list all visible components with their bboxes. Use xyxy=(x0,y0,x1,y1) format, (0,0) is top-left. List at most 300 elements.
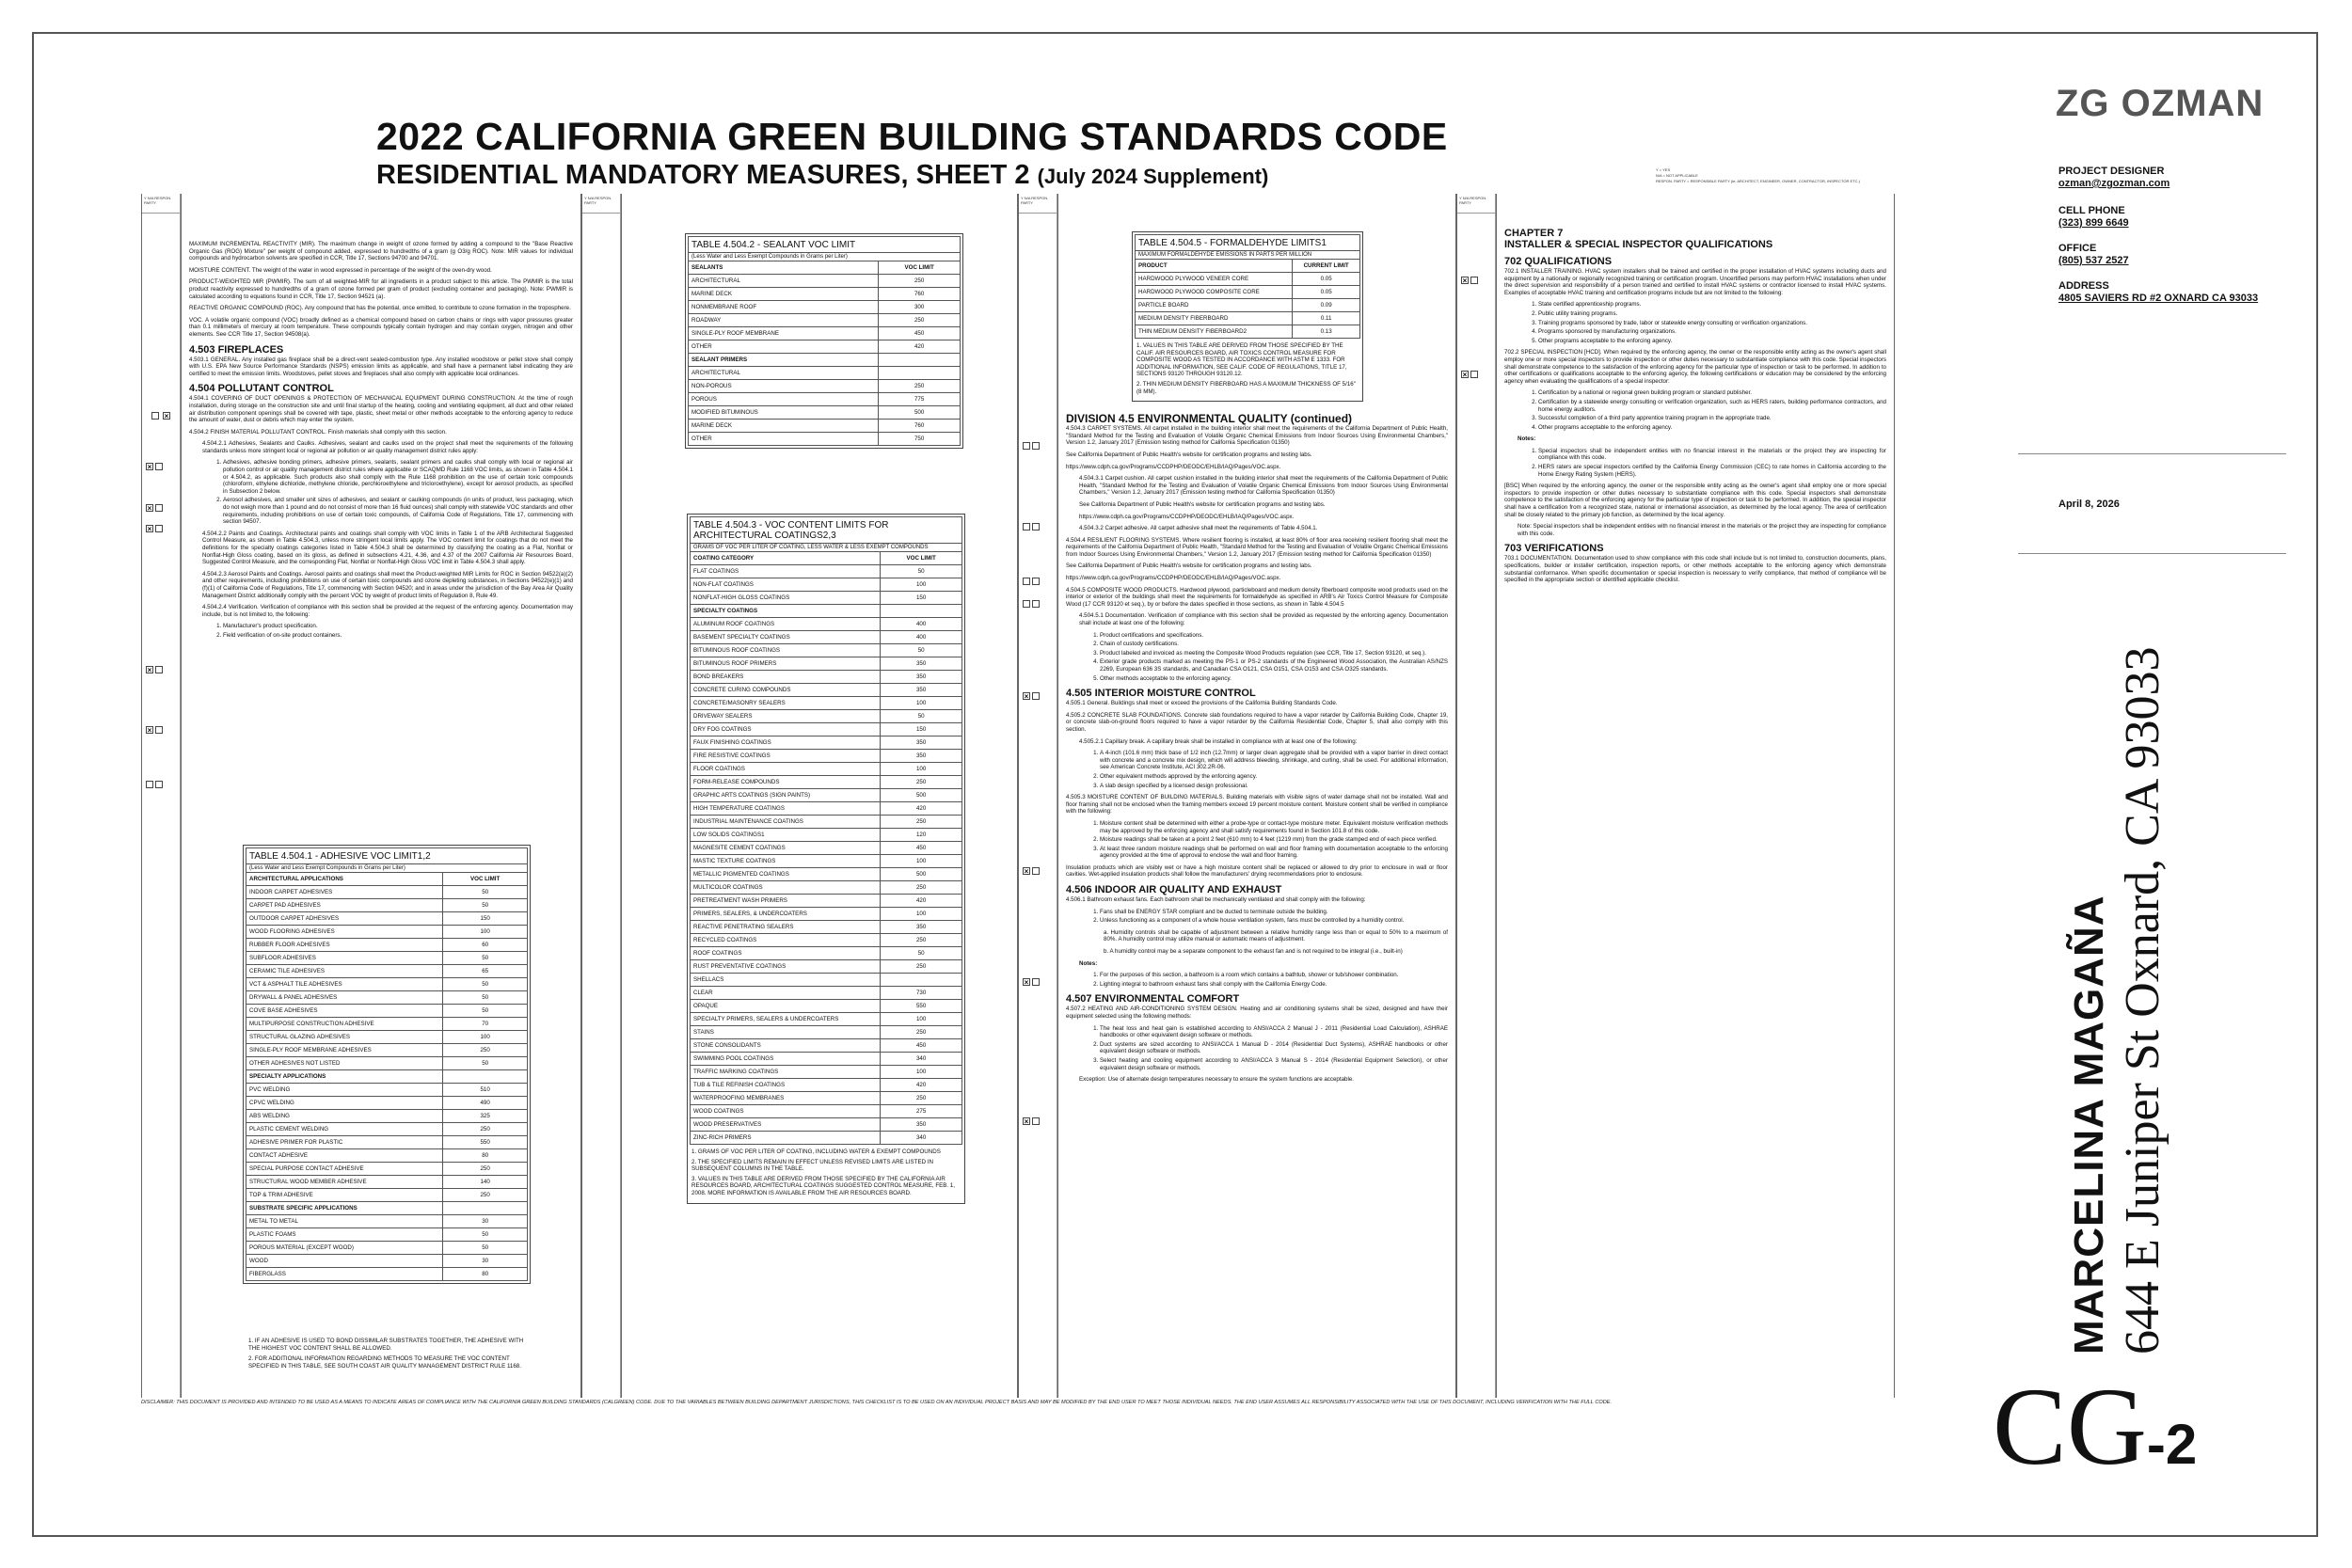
table-cell-value: 150 xyxy=(443,912,528,926)
table-caption: TABLE 4.504.5 - FORMALDEHYDE LIMITS1 xyxy=(1135,234,1360,250)
table-cell-value: 70 xyxy=(443,1018,528,1031)
paragraph: 4.504.5 COMPOSITE WOOD PRODUCTS. Hardwood plywood, particleboard and medium density fiberboard composite wood products used on the interior or exterior of the buildings shall meet the requirements for formaldehyde as specified in ARB's Air Toxics Control Measure for Composite Wood (17 CCR 93120 et seq.), by or before the dates specified in those sections, as shown in Table 4.504.5 xyxy=(1066,586,1448,608)
table-cell-name: INDUSTRIAL MAINTENANCE COATINGS xyxy=(691,816,881,829)
checkbox-na[interactable] xyxy=(1470,371,1478,378)
table-cell-name: SPECIALTY PRIMERS, SEALERS & UNDERCOATERS xyxy=(691,1013,881,1026)
table-cell-name: MODIFIED BITUMINOUS xyxy=(689,406,879,420)
column-header: COATING CATEGORY xyxy=(691,552,881,565)
checkbox-yes[interactable]: × xyxy=(1024,978,1029,987)
list-item: 3. At least three random moisture readings shall be performed on wall and floor framing with documentation acceptable to the enforcing agency provided at the time of approval to enclose the wall and floor framing. xyxy=(1100,846,1448,860)
address-label: ADDRESS xyxy=(2058,280,2109,292)
list-item: 1. State certified apprenticeship programs. xyxy=(1538,301,1886,309)
table-cell-value: 550 xyxy=(881,1000,962,1013)
table-cell-name: NON-FLAT COATINGS xyxy=(691,578,881,592)
table-cell-value: 490 xyxy=(443,1097,528,1110)
checkbox-na[interactable] xyxy=(155,726,163,734)
table-cell-value: 250 xyxy=(881,881,962,895)
table-row xyxy=(691,631,962,644)
table-cell-name: INDOOR CARPET ADHESIVES xyxy=(246,886,443,899)
column-header: CURRENT LIMIT xyxy=(1293,260,1360,273)
table-cell-value: 100 xyxy=(881,1013,962,1026)
table-cell-name: MARINE DECK xyxy=(689,288,879,301)
checkbox-na[interactable] xyxy=(146,781,153,788)
paragraph: a. Humidity controls shall be capable of adjustment between a relative humidity range less than or equal to 50% to a maximum of 80%. A humidity control may utilize manual or automatic means of adjustment. xyxy=(1104,928,1448,943)
table-cell-name: NON-POROUS xyxy=(689,380,879,393)
checkbox-na[interactable] xyxy=(155,504,163,512)
table-cell-value: 250 xyxy=(881,1026,962,1039)
address-info xyxy=(2058,280,2258,305)
table-row xyxy=(691,565,962,578)
table-row xyxy=(246,1215,528,1228)
checkbox-na[interactable] xyxy=(1023,600,1030,608)
paragraph: 4.505.1 General. Buildings shall meet or exceed the provisions of the California Building Standards Code. xyxy=(1066,700,1338,707)
list-item: 2. Chain of custody certifications. xyxy=(1100,641,1448,648)
page-subtitle xyxy=(376,160,1268,191)
table-cell-value: 60 xyxy=(443,939,528,952)
table-cell-value: 730 xyxy=(881,987,962,1000)
table-cell-name: MASTIC TEXTURE COATINGS xyxy=(691,855,881,868)
table-row xyxy=(691,1066,962,1079)
checkbox-na[interactable] xyxy=(1032,1117,1040,1125)
table-cell-name: CPVC WELDING xyxy=(246,1097,443,1110)
table-cell-value: 275 xyxy=(881,1105,962,1118)
table-cell-name: OUTDOOR CARPET ADHESIVES xyxy=(246,912,443,926)
table-row xyxy=(1136,312,1360,325)
table-cell-name: MEDIUM DENSITY FIBERBOARD xyxy=(1136,312,1293,325)
office-phone[interactable]: (805) 537 2527 xyxy=(2058,255,2129,266)
table-cell-name: WOOD xyxy=(246,1255,443,1268)
table-cell-name: SPECIALTY APPLICATIONS xyxy=(246,1070,443,1084)
table-row xyxy=(246,952,528,965)
table-cell-name: CONCRETE/MASONRY SEALERS xyxy=(691,697,881,710)
cell-phone[interactable]: (323) 899 6649 xyxy=(2058,217,2129,229)
table-cell-value: 50 xyxy=(443,952,528,965)
section-heading: DIVISION 4.5 ENVIRONMENTAL QUALITY (continued) xyxy=(1066,412,1353,426)
table-cell-name: METAL TO METAL xyxy=(246,1215,443,1228)
sheet-number xyxy=(1993,1365,2198,1500)
table-row xyxy=(691,1118,962,1132)
paragraph: 702.1 INSTALLER TRAINING. HVAC system installers shall be trained and certified in the proper installation of HVAC systems including ducts and equipment by a nationally or regionally recognized training or certification program. Uncertified persons may perform HVAC installations when under the direct supervision and responsibility of a person trained and certified to install HVAC systems or contractor licensed to install HVAC systems. Examples of acceptable HVAC training and certification programs include but are not limited to the following: xyxy=(1504,268,1886,296)
table-row xyxy=(691,697,962,710)
table-cell-name: CONTACT ADHESIVE xyxy=(246,1149,443,1163)
section-heading: 4.506 INDOOR AIR QUALITY AND EXHAUST xyxy=(1066,884,1282,896)
table-row xyxy=(691,618,962,631)
table-cell-name: DRY FOG COATINGS xyxy=(691,723,881,736)
table-cell-value: 325 xyxy=(443,1110,528,1123)
checkbox-na[interactable] xyxy=(1032,523,1040,531)
adhesive-voc-table xyxy=(243,845,531,1284)
legend-rp-desc: RESPONSIBLE PARTY (ie: ARCHITECT, ENGINEER, OWNER, CONTRACTOR, INSPECTOR ETC.) xyxy=(1690,179,1860,183)
checkbox-column-1 xyxy=(141,194,181,1398)
table-cell-name: FAUX FINISHING COATINGS xyxy=(691,736,881,750)
table-row xyxy=(691,1039,962,1053)
paragraph: 4.504.3.2 Carpet adhesive. All carpet adhesive shall meet the requirements of Table 4.504.1. xyxy=(1079,525,1318,532)
section-heading: 703 VERIFICATIONS xyxy=(1504,543,1604,555)
project-owner-block xyxy=(2066,646,2170,1354)
checkbox-na[interactable] xyxy=(1470,277,1478,284)
table-cell-value: 0.05 xyxy=(1293,286,1360,299)
table-cell-name: REACTIVE PENETRATING SEALERS xyxy=(691,921,881,934)
table-row xyxy=(689,301,961,314)
designer-label: PROJECT DESIGNER xyxy=(2058,166,2165,177)
table-row xyxy=(691,960,962,974)
checkbox-column-2 xyxy=(581,194,621,1398)
table-row xyxy=(246,1255,528,1268)
table-cell-name: METALLIC PIGMENTED COATINGS xyxy=(691,868,881,881)
column-header: VOC LIMIT xyxy=(443,873,528,886)
table-cell-value: 420 xyxy=(881,802,962,816)
checkbox-yes[interactable]: × xyxy=(1024,1117,1029,1126)
table-cell-value xyxy=(443,1202,528,1215)
checkbox-na[interactable] xyxy=(1032,442,1040,450)
table-cell-name: POROUS MATERIAL (EXCEPT WOOD) xyxy=(246,1242,443,1255)
data-table xyxy=(688,261,961,446)
table-row xyxy=(246,939,528,952)
table-cell-value: 80 xyxy=(443,1268,528,1281)
table-cell-value: 30 xyxy=(443,1215,528,1228)
checkbox-na[interactable] xyxy=(151,412,159,420)
table-cell-value: 420 xyxy=(881,1079,962,1092)
column-header: VOC LIMIT xyxy=(881,552,962,565)
table-cell-value: 450 xyxy=(881,842,962,855)
table-cell-name: MULTICOLOR COATINGS xyxy=(691,881,881,895)
table-row xyxy=(691,710,962,723)
table-cell-name: OTHER ADHESIVES NOT LISTED xyxy=(246,1057,443,1070)
table-subcaption: GRAMS OF VOC PER LITER OF COATING, LESS WATER & LESS EXEMPT COMPOUNDS xyxy=(690,543,962,551)
column-header: SEALANTS xyxy=(689,261,879,275)
table-row xyxy=(246,1057,528,1070)
section-heading: 702 QUALIFICATIONS xyxy=(1504,256,1613,267)
table-cell-value xyxy=(879,354,961,367)
table-subcaption: (Less Water and Less Exempt Compounds in Grams per Liter) xyxy=(688,252,961,261)
checkbox-yes[interactable]: × xyxy=(164,412,169,420)
table-row xyxy=(691,895,962,908)
table-row xyxy=(246,1018,528,1031)
table-row xyxy=(691,671,962,684)
table-row xyxy=(246,1149,528,1163)
paragraph: Exception: Use of alternate design temperatures necessary to ensure the system functions are acceptable. xyxy=(1079,1076,1355,1084)
list-item: 3. A slab design specified by a licensed design professional. xyxy=(1100,783,1448,790)
table-cell-value: 750 xyxy=(879,433,961,446)
table-cell-name: OTHER xyxy=(689,341,879,354)
checkbox-yes[interactable]: × xyxy=(147,504,152,513)
table-cell-value: 400 xyxy=(881,631,962,644)
checkbox-column-4 xyxy=(1456,194,1496,1398)
paragraph: Insulation products which are visibly wet or have a high moisture content shall be replaced or allowed to dry prior to enclosure in wall or floor cavities. Wet-applied insulation products shall follow the manufacturers' drying recommendations prior to enclosure. xyxy=(1066,863,1448,879)
table-cell-name: SHELLACS xyxy=(691,974,881,987)
table-cell-name: SUBFLOOR ADHESIVES xyxy=(246,952,443,965)
table-cell-name: PARTICLE BOARD xyxy=(1136,299,1293,312)
sealant-voc-table xyxy=(685,233,963,449)
checkbox-na[interactable] xyxy=(1032,578,1040,585)
table-cell-value: 340 xyxy=(881,1132,962,1145)
table-cell-name: PLASTIC FOAMS xyxy=(246,1228,443,1242)
table-row xyxy=(691,644,962,657)
table-note: 1. IF AN ADHESIVE IS USED TO BOND DISSIMILAR SUBSTRATES TOGETHER, THE ADHESIVE WITH THE HIGHEST VOC CONTENT SHALL BE ALLOWED. xyxy=(248,1338,524,1352)
list-item: 5. Other programs acceptable to the enforcing agency. xyxy=(1538,338,1886,345)
table-cell-value: 50 xyxy=(881,947,962,960)
paragraph: 4.506.1 Bathroom exhaust fans. Each bathroom shall be mechanically ventilated and shall comply with the following: xyxy=(1066,896,1366,904)
list-item: 4. Other programs acceptable to the enforcing agency. xyxy=(1538,424,1886,432)
table-row xyxy=(1136,325,1360,339)
list-item: 3. Successful completion of a third party apprentice training program in the appropriate trade. xyxy=(1538,415,1886,422)
table-row xyxy=(691,1000,962,1013)
table-cell-value: 50 xyxy=(881,710,962,723)
table-row xyxy=(691,1079,962,1092)
table-row xyxy=(689,327,961,341)
table-cell-value: 350 xyxy=(881,684,962,697)
table-row xyxy=(691,776,962,789)
checkbox-na[interactable] xyxy=(155,463,163,470)
table-cell-name: SEALANT PRIMERS xyxy=(689,354,879,367)
table-row xyxy=(691,736,962,750)
list-item: 1. The heat loss and heat gain is established according to ANSI/ACCA 2 Manual J - 2011 (Residential Load Calculation), ASHRAE handbooks or other equivalent design software or methods. xyxy=(1100,1025,1448,1039)
office-info xyxy=(2058,243,2129,267)
table-cell-name: FLAT COATINGS xyxy=(691,565,881,578)
chapter-subheading: INSTALLER & SPECIAL INSPECTOR QUALIFICATIONS xyxy=(1504,239,1773,250)
table-cell-value: 50 xyxy=(443,1005,528,1018)
table-row xyxy=(246,991,528,1005)
table-row xyxy=(689,354,961,367)
checkbox-yes[interactable]: × xyxy=(1024,692,1029,701)
table-row xyxy=(691,1053,962,1066)
table-row xyxy=(1136,286,1360,299)
paragraph: MAXIMUM INCREMENTAL REACTIVITY (MIR). The maximum change in weight of ozone formed by adding a compound to the "Base Reactive Organic Gas (ROG) Mixture" per weight of compound added, expressed to hundredths of a gram (g O3/g ROC). Note: MIR values for individual compounds and hydrocarbon solvents are specified in CCR, Title 17, Sections 94700 and 94701. xyxy=(189,241,573,262)
table-cell-name: OTHER xyxy=(689,433,879,446)
table-row xyxy=(246,1163,528,1176)
checkbox-yes[interactable]: × xyxy=(147,666,152,674)
table-cell-value: 420 xyxy=(881,895,962,908)
table-cell-value: 50 xyxy=(881,565,962,578)
table-row xyxy=(691,868,962,881)
paragraph: 4.504.2.1 Adhesives, Sealants and Caulks. Adhesives, sealant and caulks used on the project shall meet the requirements of the following standards unless more stringent local or regional air pollution or air quality management district rules apply: xyxy=(202,440,573,454)
paragraph: 4.505.3 MOISTURE CONTENT OF BUILDING MATERIALS. Building materials with visible signs of water damage shall not be installed. Wall and floor framing shall not be enclosed when the framing members exceed 19 percent moisture content. Moisture content shall be verified in compliance with the following: xyxy=(1066,794,1448,816)
checkbox-na[interactable] xyxy=(1023,442,1030,450)
table-row xyxy=(1136,273,1360,286)
list-item: 4. Programs sponsored by manufacturing organizations. xyxy=(1538,328,1886,336)
table-cell-name: DRIVEWAY SEALERS xyxy=(691,710,881,723)
checkbox-na[interactable] xyxy=(155,781,163,788)
checkbox-na[interactable] xyxy=(1032,978,1040,986)
list-item: 2. Unless functioning as a component of a whole house ventilation system, fans must be controlled by a humidity control. xyxy=(1100,917,1448,925)
table-row xyxy=(246,1268,528,1281)
table-cell-name: FORM-RELEASE COMPOUNDS xyxy=(691,776,881,789)
paragraph: PRODUCT-WEIGHTED MIR (PWMIR). The sum of all weighted-MIR for all ingredients in a product subject to this article. The PWMIR is the total product reactivity expressed to hundredths of a gram of ozone formed per gram of product (excluding container and packaging). Note: PWMIR is calculated according to equations found in CCR, Title 17, Section 94521 (a). xyxy=(189,278,573,300)
list-item: 1. Product certifications and specifications. xyxy=(1100,632,1448,640)
notes-label: Notes: xyxy=(1079,959,1098,967)
paragraph: 4.505.2.1 Capillary break. A capillary break shall be installed in compliance with at least one of the following: xyxy=(1079,737,1358,745)
list-item: 1. Adhesives, adhesive bonding primers, adhesive primers, sealants, sealant primers and caulks shall comply with local or regional air pollution control or air quality management district rules where applicable or SCAQMD Rule 1168 VOC limits, as shown in Table 4.504.1 or 4.504.2, as applicable. Such products also shall comply with the Rule 1168 prohibition on the use of certain toxic compounds (chloroform, ethylene dichloride, methylene chloride, perchloroethylene and tricloroethylene), except for aerosol products, as specified in Subsection 2 below. xyxy=(223,459,573,495)
table-cell-name: TRAFFIC MARKING COATINGS xyxy=(691,1066,881,1079)
table-row xyxy=(691,855,962,868)
paragraph: 4.504.2.2 Paints and Coatings. Architectural paints and coatings shall comply with VOC limits in Table 1 of the ARB Architectural Suggested Control Measure, as shown in Table 4.504.3, unless more stringent local limits apply. The VOC content limit for coatings that do not meet the definitions for the specialty coatings categories listed in Table 4.504.3 shall be determined by classifying the coating as a Flat, Nonflat or Nonflat-High Gloss coating, based on its gloss, as defined in subsections 4.21, 4.36, and 4.37 of the 2007 California Air Resources Board, Suggested Control Measure, and the corresponding Flat, Nonflat or Nonflat-High Gloss VOC limit in Table 4.504.3 shall apply. xyxy=(202,530,573,566)
checkbox-yes[interactable]: × xyxy=(1024,867,1029,876)
table-cell-value: 350 xyxy=(881,657,962,671)
checkbox-na[interactable] xyxy=(1032,600,1040,608)
table-cell-value: 250 xyxy=(879,380,961,393)
table-cell-name: STRUCTURAL WOOD MEMBER ADHESIVE xyxy=(246,1176,443,1189)
table-cell-name: SPECIAL PURPOSE CONTACT ADHESIVE xyxy=(246,1163,443,1176)
table-cell-value: 150 xyxy=(881,723,962,736)
column-header: ARCHITECTURAL APPLICATIONS xyxy=(246,873,443,886)
table-cell-value: 450 xyxy=(881,1039,962,1053)
table-row xyxy=(691,908,962,921)
paragraph: 4.504.2.3 Aerosol Paints and Coatings. Aerosol paints and coatings shall meet the Product-weighted MIR Limits for ROC in Section 94522(a)(2) and other requirements, including prohibitions on use of certain toxic compounds and ozone depleting substances, in Sections 94522(e)(1) and (f)(1) of California Code of Regulations, Title 17, commencing with Section 94520; and in areas under the jurisdiction of the Bay Area Air Quality Management District additionally comply with the percent VOC by weight of product limits of Regulation 8, Rule 49. xyxy=(202,570,573,599)
table-cell-name: FIBERGLASS xyxy=(246,1268,443,1281)
sheet-suffix: -2 xyxy=(2146,1413,2198,1476)
list-item: 2. Field verification of on-site product containers. xyxy=(223,632,573,640)
table-row xyxy=(246,1070,528,1084)
paragraph: 4.507.2 HEATING AND AIR-CONDITIONING SYSTEM DESIGN. Heating and air conditioning systems shall be sized, designed and have their equipment selected using the following methods: xyxy=(1066,1006,1448,1020)
table-cell-value: 30 xyxy=(443,1255,528,1268)
paragraph: Note: Special inspectors shall be independent entities with no financial interest in the materials or the project they are inspecting for compliance with this code. xyxy=(1518,523,1886,537)
table-row xyxy=(246,899,528,912)
checkbox-na[interactable] xyxy=(1023,578,1030,585)
table-row xyxy=(246,965,528,978)
checkbox-yes[interactable]: × xyxy=(1462,277,1468,285)
table-cell-value: 65 xyxy=(443,965,528,978)
table-cell-value: 50 xyxy=(443,1057,528,1070)
checkbox-yes[interactable]: × xyxy=(147,463,152,471)
table-cell-value: 350 xyxy=(881,1118,962,1132)
table-cell-value: 550 xyxy=(443,1136,528,1149)
paragraph: https://www.cdph.ca.gov/Programs/CCDPHP/DEODC/EHLB/IAQ/Pages/VOC.aspx. xyxy=(1079,513,1295,520)
table-cell-value: 350 xyxy=(881,921,962,934)
table-cell-name: HARDWOOD PLYWOOD COMPOSITE CORE xyxy=(1136,286,1293,299)
table-cell-value: 250 xyxy=(881,816,962,829)
list-item: 1. Certification by a national or regional green building program or standard publisher. xyxy=(1538,389,1886,397)
table-row xyxy=(691,763,962,776)
table-row xyxy=(691,750,962,763)
table-cell-name: CERAMIC TILE ADHESIVES xyxy=(246,965,443,978)
data-table xyxy=(246,872,528,1281)
table-cell-name: BITUMINOUS ROOF PRIMERS xyxy=(691,657,881,671)
paragraph: https://www.cdph.ca.gov/Programs/CCDPHP/DEODC/EHLB/IAQ/Pages/VOC.aspx. xyxy=(1066,575,1281,582)
table-cell-name: CLEAR xyxy=(691,987,881,1000)
list-item: 1. A 4-inch (101.6 mm) thick base of 1/2 inch (12.7mm) or larger clean aggregate shall be provided with a vapor barrier in direct contact with concrete and a concrete mix design, which will address bleeding, shrinkage, and curling, shall be used. For additional information, see American Concrete Institute, ACI 302.2R-06. xyxy=(1100,750,1448,771)
table-cell-name: SINGLE-PLY ROOF MEMBRANE xyxy=(689,327,879,341)
table-cell-name: SPECIALTY COATINGS xyxy=(691,605,881,618)
checkbox-na[interactable] xyxy=(1032,867,1040,875)
designer-email[interactable]: ozman@zgozman.com xyxy=(2058,178,2170,189)
table-cell-name: SWIMMING POOL COATINGS xyxy=(691,1053,881,1066)
table-cell-name: ARCHITECTURAL xyxy=(689,367,879,380)
paragraph: 4.504.3.1 Carpet cushion. All carpet cushion installed in the building interior shall meet the requirements of the California Department of Public Health, "Standard Method for the Testing and Evaluation of Volatile Organic Chemical Emissions from Indoor Sources Using Environmental Chambers," Version 1.2, January 2017 (Emission testing method for California Specification 01350) xyxy=(1079,475,1448,497)
table-cell-value: 0.11 xyxy=(1293,312,1360,325)
table-notes xyxy=(690,1145,962,1201)
table-cell-name: ZINC-RICH PRIMERS xyxy=(691,1132,881,1145)
check-header: Y N/A RESPON. PARTY xyxy=(1457,194,1495,214)
section-heading: 4.507 ENVIRONMENTAL COMFORT xyxy=(1066,993,1240,1006)
table-row xyxy=(691,1105,962,1118)
paragraph: 4.504.2 FINISH MATERIAL POLLUTANT CONTROL. Finish materials shall comply with this section. xyxy=(189,428,447,436)
paragraph: See California Department of Public Health's website for certification programs and testing labs. xyxy=(1066,451,1312,458)
checkbox-yes[interactable]: × xyxy=(147,525,152,533)
table-row xyxy=(691,1132,962,1145)
table-cell-value: 120 xyxy=(881,829,962,842)
table-row xyxy=(691,723,962,736)
table-row xyxy=(691,1013,962,1026)
table-cell-value xyxy=(879,367,961,380)
legend-na: N/A xyxy=(1656,173,1662,178)
list-item: 3. Select heating and cooling equipment according to ANSI/ACCA 3 Manual S - 2014 (Residential Equipment Selection), or other equivalent design software or methods. xyxy=(1100,1057,1448,1071)
paragraph: 4.505.2 CONCRETE SLAB FOUNDATIONS. Concrete slab foundations required to have a vapor retarder by California Building Code, Chapter 19, or concrete slab-on-ground floors required to have a vapor retarder by the California Residential Code, Chapter 5, shall also comply with this section. xyxy=(1066,711,1448,733)
text-column-4 xyxy=(1496,194,1895,1398)
table-row xyxy=(691,802,962,816)
table-cell-value xyxy=(443,1070,528,1084)
data-table xyxy=(1135,259,1360,339)
table-row xyxy=(691,947,962,960)
checkbox-na[interactable] xyxy=(1023,523,1030,531)
checkbox-na[interactable] xyxy=(155,525,163,532)
table-cell-name: LOW SOLIDS COATINGS1 xyxy=(691,829,881,842)
table-cell-name: STONE CONSOLIDANTS xyxy=(691,1039,881,1053)
table-cell-name: RUST PREVENTATIVE COATINGS xyxy=(691,960,881,974)
table-row xyxy=(246,1084,528,1097)
list-item: 2. Moisture readings shall be taken at a point 2 feet (610 mm) to 4 feet (1219 mm) from the grade stamped end of each piece verified. xyxy=(1100,836,1448,844)
table-row xyxy=(246,1031,528,1044)
table-cell-value: 250 xyxy=(443,1189,528,1202)
table-cell-name: FIRE RESISTIVE COATINGS xyxy=(691,750,881,763)
table-cell-value: 100 xyxy=(443,1031,528,1044)
table-row xyxy=(246,886,528,899)
list-item: 2. HERS raters are special inspectors certified by the California Energy Commission (CEC) to rate homes in California according to the Home Energy Rating System (HERS). xyxy=(1538,464,1886,478)
paragraph: 4.504.3 CARPET SYSTEMS. All carpet installed in the building interior shall meet the requirements of the California Department of Public Health, "Standard Method for the Testing and Evaluation of Volatile Organic Chemical Emissions from Indoor Sources Using Environmental Chambers," Version 1.2, January 2017 (Emission testing method for California Specification 01350) xyxy=(1066,425,1448,447)
paragraph: 4.503.1 GENERAL. Any installed gas fireplace shall be a direct-vent sealed-combustion type. Any installed woodstove or pellet stove shall comply with U.S. EPA New Source Performance Standards (NSPS) emission limits as applicable, and shall have a permanent label indicating they are certified to meet the emission limits. Woodstoves, pellet stoves and fireplaces shall also comply with applicable local ordinances. xyxy=(189,356,573,377)
table-cell-name: OPAQUE xyxy=(691,1000,881,1013)
table-cell-value: 250 xyxy=(443,1163,528,1176)
sheet-prefix: CG xyxy=(1993,1365,2147,1488)
table-note: 3. VALUES IN THIS TABLE ARE DERIVED FROM THOSE SPECIFIED BY THE CALIFORNIA AIR RESOURCES BOARD, ARCHITECTURAL COATINGS SUGGESTED CONTROL MEASURE, FEB. 1, 2008. MORE INFORMATION IS AVAILABLE FROM THE AIR RESOURCES BOARD. xyxy=(691,1175,955,1196)
table-row xyxy=(246,1110,528,1123)
list-item: 1. Fans shall be ENERGY STAR compliant and be ducted to terminate outside the building. xyxy=(1100,909,1448,916)
table-row xyxy=(691,881,962,895)
checkbox-na[interactable] xyxy=(1032,692,1040,700)
paragraph: See California Department of Public Health's website for certification programs and testing labs. xyxy=(1066,562,1312,570)
table-notes xyxy=(1135,339,1360,399)
table-header-row xyxy=(246,873,528,886)
table-row xyxy=(691,842,962,855)
table-cell-value: 500 xyxy=(881,868,962,881)
table-cell-value: 0.13 xyxy=(1293,325,1360,339)
table-header-row xyxy=(691,552,962,565)
table-cell-value: 760 xyxy=(879,420,961,433)
table-cell-name: ROADWAY xyxy=(689,314,879,327)
table-cell-name: NONFLAT-HIGH GLOSS COATINGS xyxy=(691,592,881,605)
table-cell-value: 100 xyxy=(881,1066,962,1079)
table-cell-value: 300 xyxy=(879,301,961,314)
table-subcaption: (Less Water and Less Exempt Compounds in Grams per Liter) xyxy=(246,863,528,872)
checkbox-na[interactable] xyxy=(155,666,163,673)
table-cell-name: ALUMINUM ROOF COATINGS xyxy=(691,618,881,631)
table-row xyxy=(246,1228,528,1242)
paragraph: 4.504.2.4 Verification. Verification of compliance with this section shall be provided at the request of the enforcing agency. Documentation may include, but is not limited to, the following: xyxy=(202,604,573,618)
disclaimer: DISCLAIMER: THIS DOCUMENT IS PROVIDED AND INTENDED TO BE USED AS A MEANS TO INDICATE AREAS OF COMPLIANCE WITH THE CALIFORNIA GREEN BUILDING STANDARDS (CALGREEN) CODE. DUE TO THE VARIABLES BETWEEN BUILDING DEPARTMENT JURISDICTIONS, THIS CHECKLIST IS TO BE USED ON AN INDIVIDUAL PROJECT BASIS AND MAY BE MODIFIED BY THE END USER TO MEET THOSE INDIVIDUAL NEEDS. THE END USER ASSUMES ALL RESPONSIBILITY ASSOCIATED WITH THE USE OF THIS DOCUMENT, INCLUDING VERIFICATION WITH THE FULL CODE. xyxy=(141,1400,1613,1405)
table-row xyxy=(691,657,962,671)
table-cell-value: 50 xyxy=(443,978,528,991)
table-cell-value: 0.05 xyxy=(1293,273,1360,286)
checkbox-yes[interactable]: × xyxy=(1462,371,1468,379)
page-title: 2022 CALIFORNIA GREEN BUILDING STANDARDS CODE xyxy=(376,115,1448,158)
table-caption: TABLE 4.504.3 - VOC CONTENT LIMITS FOR ARCHITECTURAL COATINGS2,3 xyxy=(690,516,962,543)
check-header: Y N/A RESPON. PARTY xyxy=(142,194,180,214)
paragraph: REACTIVE ORGANIC COMPOUND (ROC). Any compound that has the potential, once emitted, to contribute to ozone formation in the troposphere. xyxy=(189,305,571,312)
checkbox-yes[interactable]: × xyxy=(147,726,152,735)
table-cell-name: PRIMERS, SEALERS, & UNDERCOATERS xyxy=(691,908,881,921)
paragraph: https://www.cdph.ca.gov/Programs/CCDPHP/DEODC/EHLB/IAQ/Pages/VOC.aspx. xyxy=(1066,463,1281,470)
paragraph: 4.504.5.1 Documentation. Verification of compliance with this section shall be provided as requested by the enforcing agency. Documentation shall include at least one of the following: xyxy=(1079,612,1448,627)
table-cell-value: 250 xyxy=(443,1044,528,1057)
